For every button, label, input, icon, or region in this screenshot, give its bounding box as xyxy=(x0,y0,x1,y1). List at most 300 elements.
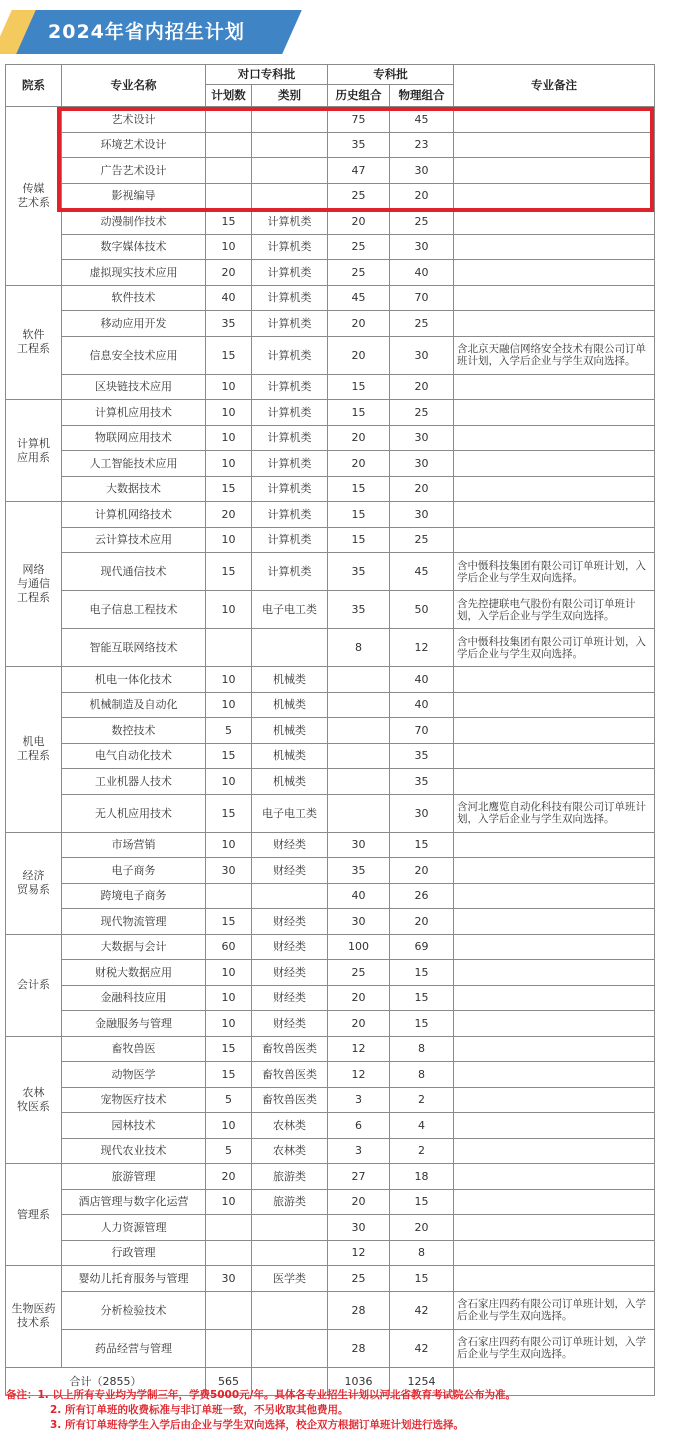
physics-cell: 20 xyxy=(390,909,454,935)
category-cell: 旅游类 xyxy=(252,1189,328,1215)
major-cell: 软件技术 xyxy=(62,285,206,311)
note-cell xyxy=(454,743,655,769)
major-cell: 动物医学 xyxy=(62,1062,206,1088)
history-cell: 15 xyxy=(328,400,390,426)
physics-cell: 45 xyxy=(390,553,454,591)
dept-cell: 机电 工程系 xyxy=(6,667,62,833)
note-cell: 含石家庄四药有限公司订单班计划，入学后企业与学生双向选择。 xyxy=(454,1291,655,1329)
physics-cell: 8 xyxy=(390,1240,454,1266)
category-cell xyxy=(252,1240,328,1266)
category-cell: 电子电工类 xyxy=(252,794,328,832)
totals-physics: 1254 xyxy=(390,1367,454,1395)
table-row xyxy=(6,743,655,769)
major-cell: 电子信息工程技术 xyxy=(62,591,206,629)
category-cell xyxy=(252,629,328,667)
note-cell xyxy=(454,1215,655,1241)
category-cell: 计算机类 xyxy=(252,209,328,235)
history-cell: 75 xyxy=(328,107,390,133)
history-cell: 8 xyxy=(328,629,390,667)
category-cell: 电子电工类 xyxy=(252,591,328,629)
note-cell xyxy=(454,1138,655,1164)
plan-count-cell: 10 xyxy=(206,1189,252,1215)
note-cell xyxy=(454,883,655,909)
major-cell: 酒店管理与数字化运营 xyxy=(62,1189,206,1215)
header-major: 专业名称 xyxy=(62,65,206,107)
table-body xyxy=(6,107,655,1368)
major-cell: 机电一体化技术 xyxy=(62,667,206,693)
history-cell: 12 xyxy=(328,1062,390,1088)
note-cell: 含河北鹰览自动化科技有限公司订单班计划，入学后企业与学生双向选择。 xyxy=(454,794,655,832)
history-cell: 35 xyxy=(328,553,390,591)
dept-cell: 管理系 xyxy=(6,1164,62,1266)
note-cell xyxy=(454,1240,655,1266)
table-row xyxy=(6,1138,655,1164)
table-row xyxy=(6,285,655,311)
plan-count-cell: 10 xyxy=(206,527,252,553)
physics-cell: 30 xyxy=(390,336,454,374)
note-cell xyxy=(454,476,655,502)
note-cell xyxy=(454,1189,655,1215)
category-cell: 机械类 xyxy=(252,769,328,795)
category-cell: 农林类 xyxy=(252,1113,328,1139)
plan-count-cell: 15 xyxy=(206,209,252,235)
major-cell: 动漫制作技术 xyxy=(62,209,206,235)
physics-cell: 15 xyxy=(390,1189,454,1215)
table-row xyxy=(6,502,655,528)
plan-count-cell: 10 xyxy=(206,667,252,693)
history-cell: 20 xyxy=(328,1189,390,1215)
dept-cell: 计算机 应用系 xyxy=(6,400,62,502)
physics-cell: 12 xyxy=(390,629,454,667)
major-cell: 药品经营与管理 xyxy=(62,1329,206,1367)
plan-count-cell: 15 xyxy=(206,1036,252,1062)
physics-cell: 40 xyxy=(390,260,454,286)
note-cell xyxy=(454,260,655,286)
major-cell: 现代通信技术 xyxy=(62,553,206,591)
table-row xyxy=(6,132,655,158)
category-cell: 计算机类 xyxy=(252,311,328,337)
physics-cell: 42 xyxy=(390,1329,454,1367)
category-cell: 财经类 xyxy=(252,832,328,858)
dept-cell: 会计系 xyxy=(6,934,62,1036)
footnote-2: 2. 所有订单班的收费标准与非订单班一致，不另收取其他费用。 xyxy=(50,1404,349,1416)
major-cell: 人力资源管理 xyxy=(62,1215,206,1241)
physics-cell: 20 xyxy=(390,858,454,884)
table-row xyxy=(6,1087,655,1113)
major-cell: 电子商务 xyxy=(62,858,206,884)
plan-count-cell xyxy=(206,1291,252,1329)
physics-cell: 30 xyxy=(390,234,454,260)
note-cell xyxy=(454,934,655,960)
category-cell: 机械类 xyxy=(252,743,328,769)
major-cell: 电气自动化技术 xyxy=(62,743,206,769)
major-cell: 人工智能技术应用 xyxy=(62,451,206,477)
category-cell xyxy=(252,132,328,158)
plan-count-cell: 20 xyxy=(206,260,252,286)
major-cell: 计算机应用技术 xyxy=(62,400,206,426)
note-cell xyxy=(454,107,655,133)
header-vocational-batch: 对口专科批 xyxy=(206,65,328,85)
history-cell xyxy=(328,692,390,718)
table-row xyxy=(6,934,655,960)
plan-count-cell: 15 xyxy=(206,553,252,591)
category-cell: 财经类 xyxy=(252,1011,328,1037)
note-cell xyxy=(454,451,655,477)
physics-cell: 30 xyxy=(390,425,454,451)
plan-count-cell: 15 xyxy=(206,476,252,502)
table-row xyxy=(6,451,655,477)
table-row xyxy=(6,553,655,591)
physics-cell: 50 xyxy=(390,591,454,629)
physics-cell: 26 xyxy=(390,883,454,909)
history-cell: 6 xyxy=(328,1113,390,1139)
major-cell: 财税大数据应用 xyxy=(62,960,206,986)
table-row xyxy=(6,374,655,400)
physics-cell: 8 xyxy=(390,1036,454,1062)
table-row xyxy=(6,107,655,133)
category-cell: 计算机类 xyxy=(252,553,328,591)
plan-count-cell: 15 xyxy=(206,1062,252,1088)
table-row xyxy=(6,1113,655,1139)
history-cell: 35 xyxy=(328,132,390,158)
category-cell: 机械类 xyxy=(252,692,328,718)
note-cell: 含石家庄四药有限公司订单班计划，入学后企业与学生双向选择。 xyxy=(454,1329,655,1367)
history-cell: 15 xyxy=(328,527,390,553)
plan-count-cell: 30 xyxy=(206,1266,252,1292)
physics-cell: 70 xyxy=(390,285,454,311)
plan-count-cell xyxy=(206,1240,252,1266)
category-cell: 计算机类 xyxy=(252,234,328,260)
major-cell: 旅游管理 xyxy=(62,1164,206,1190)
enrollment-plan-table xyxy=(5,64,655,1396)
major-cell: 智能互联网络技术 xyxy=(62,629,206,667)
note-cell xyxy=(454,1266,655,1292)
history-cell: 15 xyxy=(328,476,390,502)
plan-count-cell: 30 xyxy=(206,858,252,884)
major-cell: 分析检验技术 xyxy=(62,1291,206,1329)
title-banner xyxy=(0,6,300,54)
physics-cell: 20 xyxy=(390,183,454,209)
note-cell xyxy=(454,692,655,718)
note-cell xyxy=(454,234,655,260)
note-cell: 含中慑科技集团有限公司订单班计划，入学后企业与学生双向选择。 xyxy=(454,553,655,591)
category-cell: 财经类 xyxy=(252,960,328,986)
note-cell: 含北京天融信网络安全技术有限公司订单班计划，入学后企业与学生双向选择。 xyxy=(454,336,655,374)
category-cell: 计算机类 xyxy=(252,374,328,400)
table-row xyxy=(6,1291,655,1329)
physics-cell: 8 xyxy=(390,1062,454,1088)
physics-cell: 18 xyxy=(390,1164,454,1190)
note-cell xyxy=(454,285,655,311)
category-cell xyxy=(252,183,328,209)
history-cell: 3 xyxy=(328,1087,390,1113)
history-cell: 20 xyxy=(328,311,390,337)
major-cell: 市场营销 xyxy=(62,832,206,858)
table-row xyxy=(6,718,655,744)
plan-count-cell: 10 xyxy=(206,374,252,400)
table-row xyxy=(6,1215,655,1241)
table-row xyxy=(6,1189,655,1215)
major-cell: 信息安全技术应用 xyxy=(62,336,206,374)
totals-history: 1036 xyxy=(328,1367,390,1395)
history-cell: 20 xyxy=(328,425,390,451)
physics-cell: 20 xyxy=(390,374,454,400)
note-cell: 含先控捷联电气股份有限公司订单班计划，入学后企业与学生双向选择。 xyxy=(454,591,655,629)
major-cell: 影视编导 xyxy=(62,183,206,209)
physics-cell: 20 xyxy=(390,476,454,502)
major-cell: 大数据与会计 xyxy=(62,934,206,960)
plan-count-cell xyxy=(206,183,252,209)
major-cell: 移动应用开发 xyxy=(62,311,206,337)
history-cell: 35 xyxy=(328,591,390,629)
table-row xyxy=(6,667,655,693)
category-cell: 计算机类 xyxy=(252,425,328,451)
plan-count-cell: 60 xyxy=(206,934,252,960)
note-cell xyxy=(454,1011,655,1037)
plan-count-cell xyxy=(206,107,252,133)
header-physics-group: 物理组合 xyxy=(390,85,454,107)
note-cell xyxy=(454,502,655,528)
note-cell xyxy=(454,858,655,884)
major-cell: 艺术设计 xyxy=(62,107,206,133)
category-cell xyxy=(252,158,328,184)
history-cell xyxy=(328,718,390,744)
physics-cell: 25 xyxy=(390,209,454,235)
history-cell: 100 xyxy=(328,934,390,960)
major-cell: 金融服务与管理 xyxy=(62,1011,206,1037)
header-category: 类别 xyxy=(252,85,328,107)
note-cell xyxy=(454,1164,655,1190)
table-row xyxy=(6,629,655,667)
totals-plan: 565 xyxy=(206,1367,252,1395)
table-row xyxy=(6,1036,655,1062)
category-cell: 畜牧兽医类 xyxy=(252,1036,328,1062)
category-cell: 计算机类 xyxy=(252,527,328,553)
major-cell: 环境艺术设计 xyxy=(62,132,206,158)
category-cell: 计算机类 xyxy=(252,400,328,426)
category-cell: 计算机类 xyxy=(252,476,328,502)
major-cell: 现代物流管理 xyxy=(62,909,206,935)
note-cell xyxy=(454,311,655,337)
physics-cell: 30 xyxy=(390,794,454,832)
plan-count-cell xyxy=(206,1329,252,1367)
physics-cell: 15 xyxy=(390,832,454,858)
header-plan-count: 计划数 xyxy=(206,85,252,107)
major-cell: 大数据技术 xyxy=(62,476,206,502)
plan-count-cell xyxy=(206,158,252,184)
history-cell: 12 xyxy=(328,1240,390,1266)
table-row xyxy=(6,858,655,884)
history-cell: 35 xyxy=(328,858,390,884)
history-cell: 20 xyxy=(328,336,390,374)
footnote-3: 3. 所有订单班待学生入学后由企业与学生双向选择，校企双方根据订单班计划进行选择。 xyxy=(50,1419,464,1431)
table-row xyxy=(6,311,655,337)
history-cell: 30 xyxy=(328,832,390,858)
history-cell: 30 xyxy=(328,1215,390,1241)
plan-count-cell: 10 xyxy=(206,769,252,795)
major-cell: 数控技术 xyxy=(62,718,206,744)
category-cell: 畜牧兽医类 xyxy=(252,1087,328,1113)
plan-count-cell: 15 xyxy=(206,336,252,374)
note-cell xyxy=(454,960,655,986)
major-cell: 机械制造及自动化 xyxy=(62,692,206,718)
history-cell xyxy=(328,794,390,832)
history-cell: 25 xyxy=(328,260,390,286)
history-cell: 25 xyxy=(328,1266,390,1292)
history-cell: 28 xyxy=(328,1291,390,1329)
table-row xyxy=(6,234,655,260)
table-row xyxy=(6,794,655,832)
category-cell: 畜牧兽医类 xyxy=(252,1062,328,1088)
header-history-group: 历史组合 xyxy=(328,85,390,107)
header-specialty-batch: 专科批 xyxy=(328,65,454,85)
dept-cell: 农林 牧医系 xyxy=(6,1036,62,1164)
physics-cell: 15 xyxy=(390,1266,454,1292)
history-cell: 20 xyxy=(328,451,390,477)
note-cell xyxy=(454,209,655,235)
category-cell: 计算机类 xyxy=(252,451,328,477)
dept-cell: 网络 与通信 工程系 xyxy=(6,502,62,667)
category-cell: 旅游类 xyxy=(252,1164,328,1190)
history-cell: 20 xyxy=(328,985,390,1011)
physics-cell: 69 xyxy=(390,934,454,960)
note-cell xyxy=(454,1087,655,1113)
major-cell: 云计算技术应用 xyxy=(62,527,206,553)
plan-count-cell: 10 xyxy=(206,692,252,718)
history-cell: 25 xyxy=(328,234,390,260)
table-row xyxy=(6,985,655,1011)
category-cell: 财经类 xyxy=(252,934,328,960)
major-cell: 广告艺术设计 xyxy=(62,158,206,184)
note-cell xyxy=(454,909,655,935)
history-cell xyxy=(328,743,390,769)
major-cell: 物联网应用技术 xyxy=(62,425,206,451)
major-cell: 计算机网络技术 xyxy=(62,502,206,528)
note-cell xyxy=(454,718,655,744)
page-title: 2024年省内招生计划 xyxy=(48,21,245,43)
category-cell: 计算机类 xyxy=(252,502,328,528)
physics-cell: 15 xyxy=(390,960,454,986)
physics-cell: 25 xyxy=(390,527,454,553)
note-cell xyxy=(454,425,655,451)
history-cell: 20 xyxy=(328,1011,390,1037)
category-cell xyxy=(252,1329,328,1367)
category-cell: 医学类 xyxy=(252,1266,328,1292)
footnotes xyxy=(6,1388,690,1433)
table-row xyxy=(6,1164,655,1190)
note-cell xyxy=(454,985,655,1011)
plan-count-cell: 15 xyxy=(206,909,252,935)
history-cell: 47 xyxy=(328,158,390,184)
plan-count-cell xyxy=(206,883,252,909)
table-row xyxy=(6,336,655,374)
plan-count-cell: 15 xyxy=(206,794,252,832)
major-cell: 婴幼儿托育服务与管理 xyxy=(62,1266,206,1292)
plan-count-cell: 40 xyxy=(206,285,252,311)
dept-cell: 经济 贸易系 xyxy=(6,832,62,934)
history-cell: 30 xyxy=(328,909,390,935)
category-cell: 计算机类 xyxy=(252,285,328,311)
plan-count-cell: 35 xyxy=(206,311,252,337)
category-cell: 农林类 xyxy=(252,1138,328,1164)
note-cell xyxy=(454,183,655,209)
category-cell: 机械类 xyxy=(252,718,328,744)
category-cell xyxy=(252,1215,328,1241)
totals-label: 合计（2855） xyxy=(6,1367,206,1395)
plan-count-cell: 10 xyxy=(206,832,252,858)
category-cell: 财经类 xyxy=(252,909,328,935)
history-cell: 25 xyxy=(328,960,390,986)
table-row xyxy=(6,1266,655,1292)
plan-count-cell: 10 xyxy=(206,1011,252,1037)
plan-count-cell: 5 xyxy=(206,1138,252,1164)
table-row xyxy=(6,692,655,718)
plan-count-cell: 5 xyxy=(206,718,252,744)
history-cell: 20 xyxy=(328,209,390,235)
physics-cell: 70 xyxy=(390,718,454,744)
physics-cell: 35 xyxy=(390,769,454,795)
category-cell xyxy=(252,883,328,909)
physics-cell: 23 xyxy=(390,132,454,158)
major-cell: 无人机应用技术 xyxy=(62,794,206,832)
note-cell xyxy=(454,1113,655,1139)
plan-count-cell: 20 xyxy=(206,502,252,528)
table-row xyxy=(6,158,655,184)
plan-count-cell: 15 xyxy=(206,743,252,769)
table-row xyxy=(6,1329,655,1367)
category-cell: 财经类 xyxy=(252,858,328,884)
history-cell: 12 xyxy=(328,1036,390,1062)
major-cell: 金融科技应用 xyxy=(62,985,206,1011)
physics-cell: 35 xyxy=(390,743,454,769)
table-row xyxy=(6,400,655,426)
physics-cell: 40 xyxy=(390,692,454,718)
physics-cell: 30 xyxy=(390,158,454,184)
history-cell: 40 xyxy=(328,883,390,909)
plan-count-cell: 10 xyxy=(206,425,252,451)
category-cell: 计算机类 xyxy=(252,260,328,286)
major-cell: 虚拟现实技术应用 xyxy=(62,260,206,286)
category-cell xyxy=(252,1291,328,1329)
category-cell xyxy=(252,107,328,133)
major-cell: 畜牧兽医 xyxy=(62,1036,206,1062)
history-cell: 27 xyxy=(328,1164,390,1190)
physics-cell: 4 xyxy=(390,1113,454,1139)
plan-count-cell: 10 xyxy=(206,400,252,426)
major-cell: 数字媒体技术 xyxy=(62,234,206,260)
category-cell: 机械类 xyxy=(252,667,328,693)
note-cell xyxy=(454,769,655,795)
dept-cell: 软件 工程系 xyxy=(6,285,62,400)
plan-count-cell: 10 xyxy=(206,591,252,629)
note-cell xyxy=(454,832,655,858)
table-row xyxy=(6,183,655,209)
table-row xyxy=(6,1011,655,1037)
note-cell xyxy=(454,132,655,158)
major-cell: 宠物医疗技术 xyxy=(62,1087,206,1113)
note-cell xyxy=(454,1062,655,1088)
major-cell: 工业机器人技术 xyxy=(62,769,206,795)
header-dept: 院系 xyxy=(6,65,62,107)
history-cell: 28 xyxy=(328,1329,390,1367)
table-row xyxy=(6,476,655,502)
physics-cell: 40 xyxy=(390,667,454,693)
history-cell: 15 xyxy=(328,502,390,528)
table-row xyxy=(6,425,655,451)
history-cell xyxy=(328,769,390,795)
major-cell: 现代农业技术 xyxy=(62,1138,206,1164)
table-row xyxy=(6,832,655,858)
